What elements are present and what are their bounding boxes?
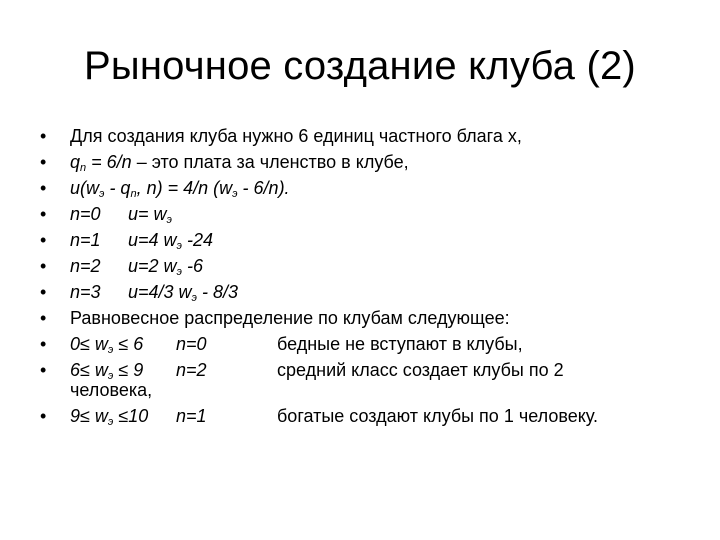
bullet-icon: • bbox=[40, 204, 47, 224]
formula-part: ≤ 9 bbox=[113, 360, 144, 380]
bullet-icon: • bbox=[40, 308, 47, 328]
formula-part: - 8/3 bbox=[196, 282, 238, 302]
bullet-list bbox=[40, 123, 700, 429]
formula-subscript: э bbox=[99, 188, 105, 200]
bullet-icon: • bbox=[40, 256, 47, 276]
formula-left: n=2 bbox=[70, 256, 101, 276]
bullet-icon: • bbox=[40, 126, 47, 146]
list-item bbox=[40, 357, 700, 403]
description: бедные не вступают в клубы, bbox=[277, 334, 523, 354]
formula-part: ≤10 bbox=[113, 406, 149, 426]
list-item bbox=[40, 149, 700, 175]
formula-right bbox=[128, 201, 172, 227]
list-item-text bbox=[70, 149, 409, 175]
formula-part: -24 bbox=[181, 230, 213, 250]
list-item-text: Для создания клуба нужно 6 единиц частного блага x, bbox=[70, 126, 522, 146]
list-item-text: Равновесное распределение по клубам следующее: bbox=[70, 308, 510, 328]
range-condition bbox=[70, 331, 143, 357]
formula-subscript: э bbox=[176, 240, 182, 252]
formula-part: 0≤ w bbox=[70, 334, 108, 354]
list-item bbox=[40, 331, 700, 357]
bullet-icon: • bbox=[40, 178, 47, 198]
formula-part: = 6/n bbox=[86, 152, 132, 172]
description: богатые создают клубы по 1 человеку. bbox=[277, 406, 598, 426]
formula-right bbox=[128, 279, 238, 305]
formula-subscript: э bbox=[107, 370, 114, 382]
list-item bbox=[40, 305, 700, 331]
list-item bbox=[40, 253, 700, 279]
range-condition bbox=[70, 403, 148, 429]
club-size: n=0 bbox=[176, 334, 207, 354]
formula-part: u= w bbox=[128, 204, 167, 224]
description: средний класс создает клубы по 2 bbox=[277, 360, 564, 380]
formula-part: u=4 w bbox=[128, 230, 177, 250]
formula-subscript: э bbox=[107, 416, 114, 428]
formula-part: u=4/3 w bbox=[128, 282, 192, 302]
slide-title: Рыночное создание клуба (2) bbox=[84, 44, 636, 88]
list-item bbox=[40, 227, 700, 253]
formula-part: q bbox=[70, 152, 81, 172]
formula-left: n=3 bbox=[70, 282, 101, 302]
list-item bbox=[40, 279, 700, 305]
list-item bbox=[40, 175, 700, 201]
formula-right bbox=[128, 253, 203, 279]
list-item bbox=[40, 201, 700, 227]
formula-part: 9≤ w bbox=[70, 406, 108, 426]
list-item-text bbox=[70, 175, 290, 201]
formula-subscript: э bbox=[176, 266, 182, 278]
club-size: n=1 bbox=[176, 406, 207, 426]
club-size: n=2 bbox=[176, 360, 207, 380]
formula-subscript: n bbox=[80, 162, 87, 174]
bullet-icon: • bbox=[40, 230, 47, 250]
bullet-icon: • bbox=[40, 360, 47, 380]
formula-part: , n) = 4/n (w bbox=[136, 178, 233, 198]
list-item bbox=[40, 123, 700, 149]
formula-subscript: э bbox=[191, 292, 197, 304]
description-continuation: человека, bbox=[70, 380, 153, 400]
formula-part: 6≤ w bbox=[70, 360, 108, 380]
formula-subscript: э bbox=[232, 188, 238, 200]
formula-part: - q bbox=[104, 178, 131, 198]
formula-part: -6 bbox=[181, 256, 203, 276]
formula-subscript: э bbox=[166, 214, 172, 226]
formula-subscript: n bbox=[130, 188, 137, 200]
formula-right bbox=[128, 227, 213, 253]
list-item bbox=[40, 403, 700, 429]
formula-part: u=2 w bbox=[128, 256, 177, 276]
formula-part: ≤ 6 bbox=[113, 334, 144, 354]
formula-part: – это плата за членство в клубе, bbox=[131, 152, 409, 172]
formula-subscript: э bbox=[107, 344, 114, 356]
bullet-icon: • bbox=[40, 334, 47, 354]
formula-part: - 6/n). bbox=[237, 178, 290, 198]
bullet-icon: • bbox=[40, 282, 47, 302]
bullet-icon: • bbox=[40, 152, 47, 172]
formula-left: n=1 bbox=[70, 230, 101, 250]
formula-part: u(w bbox=[70, 178, 100, 198]
formula-left: n=0 bbox=[70, 204, 101, 224]
bullet-icon: • bbox=[40, 406, 47, 426]
